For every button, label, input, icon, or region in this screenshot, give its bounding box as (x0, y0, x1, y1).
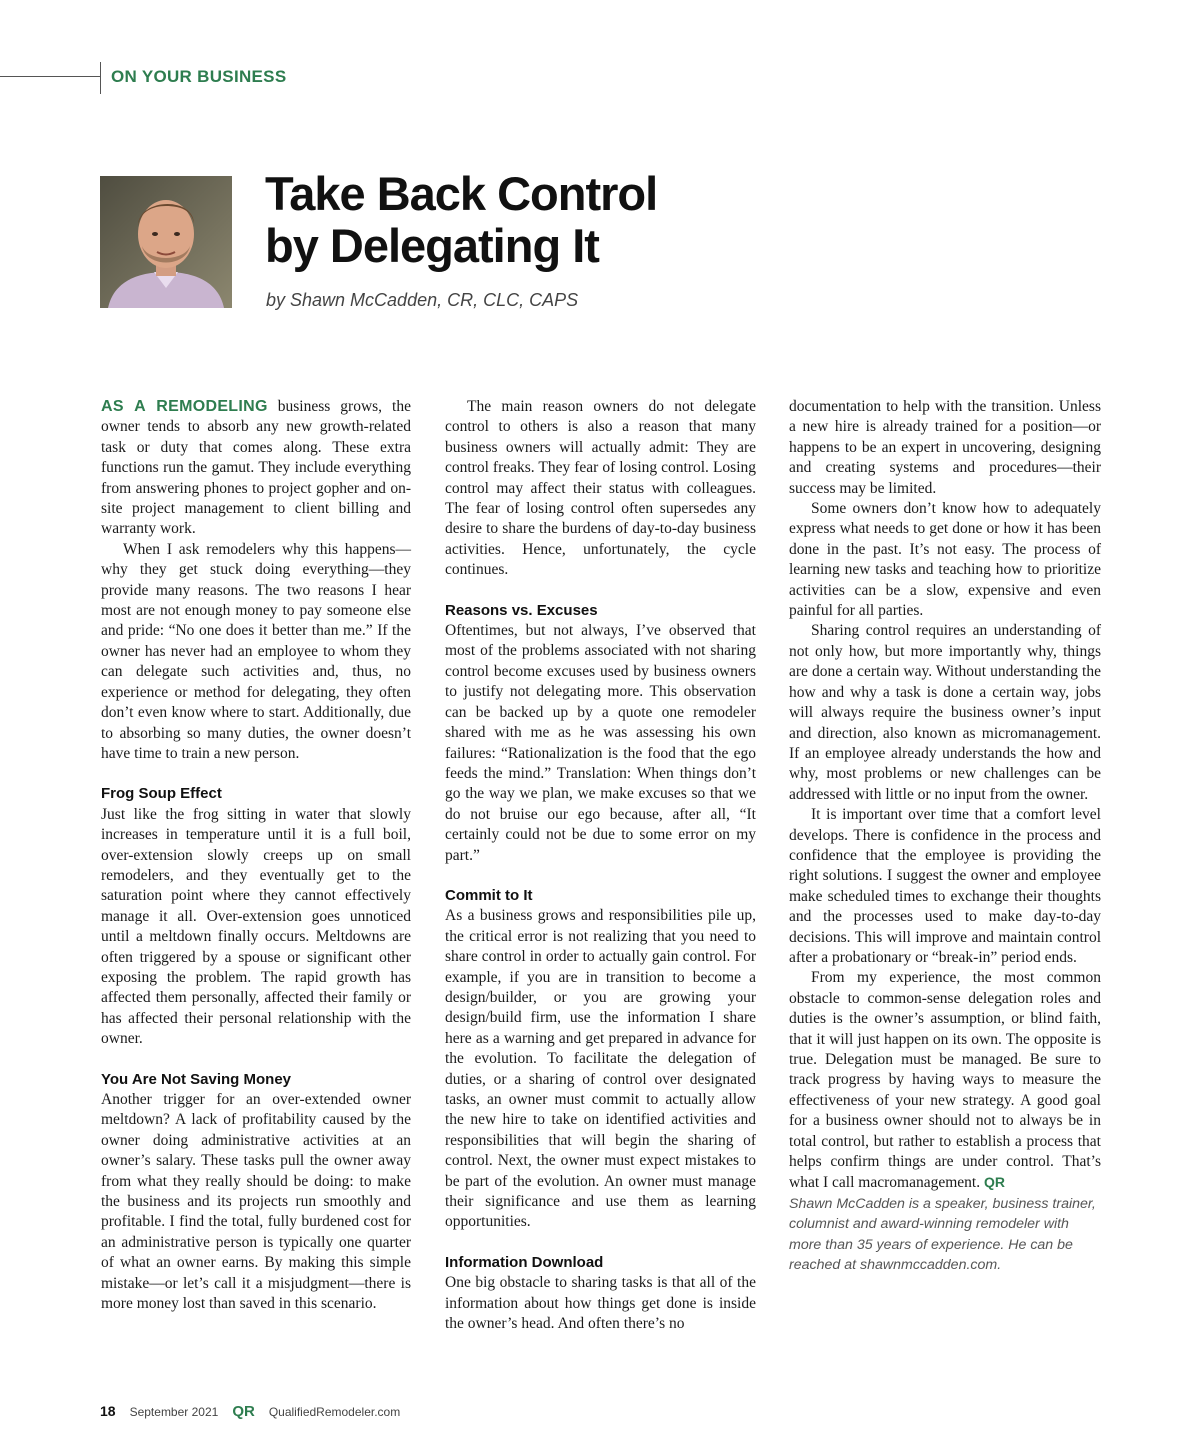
article-title (265, 168, 657, 272)
paragraph (789, 968, 1101, 1193)
article-title-line-2: by Delegating It (265, 219, 599, 272)
byline: by Shawn McCadden, CR, CLC, CAPS (266, 290, 579, 310)
subheading-not-saving-money: You Are Not Saving Money (101, 1070, 292, 1088)
paragraph: The main reason owners do not delegate control to others is also a reason that many business owners will actually admit: They are control freaks. They fear of losing control. Losing control may affect their status with colleagues. The fear of losing control often supersedes any desire to share the burdens of day-to-day business activities. Hence, unfortunately, the cycle continues. (445, 398, 756, 579)
article-title-line-1: Take Back Control (265, 167, 658, 220)
website-link[interactable]: QualifiedRemodeler.com (268, 1405, 401, 1419)
paragraph: One big obstacle to sharing tasks is that all of the information about how things get done is inside the owner’s head. And often there’s no (445, 1274, 756, 1333)
section-label: ON YOUR BUSINESS (111, 67, 287, 86)
page-footer (100, 1403, 400, 1420)
subheading-frog-soup: Frog Soup Effect (101, 785, 222, 803)
magazine-logo: QR (232, 1403, 255, 1420)
header-rule-divider (100, 62, 101, 94)
paragraph: When I ask remodelers why this happens—why they get stuck doing everything—they provide many reasons. The two reasons I hear most are not enough money to pay someone else and pride: “No one does it better than me.” If the owner has never had an employee to whom they can delegate such activities and, thus, no experience or method for delegating, they often don’t even know where to start. Additionally, due to absorbing so many duties, the owner doesn’t have time to train a new person. (101, 540, 411, 762)
end-mark-logo: QR (983, 1174, 1005, 1191)
author-photo (100, 176, 232, 308)
paragraph: As a business grows and responsibilities pile up, the critical error is not realizing that you need to share control in order to actually gain control. For example, if you are in transition to become a design/builder, or you are growing your design/build firm, use the information I share here as a warning and get prepared in advance for the evolution. To facilitate the delegation of duties, or a sharing of control over designated tasks, an owner must commit to actually allow the new hire to take on identified activities and responsibilities that will begin the sharing of control. Next, the owner must expect mistakes to be part of the evolution. An owner must manage their significance and use them as learning opportunities. (445, 907, 756, 1231)
subheading-information-download: Information Download (445, 1253, 604, 1271)
paragraph: Some owners don’t know how to adequately express what needs to get done or how it has been done in the past. It’s not easy. The process of learning new tasks and teaching how to prioritize activities can be a slow, expensive and even painful for all parties. (789, 500, 1101, 620)
paragraph: Sharing control requires an understanding of not only how, but more importantly why, things are done a certain way. Without understanding the how and why a task is done a certain way, jobs will always require the business owner’s input and direction, also known as micromanagement. If an employee already understands the how and why, most problems or new challenges can be addressed with little or no input from the owner. (789, 622, 1101, 803)
paragraph-text: business grows, the owner tends to absorb any new growth-related task or duty that comes along. These extra functions run the gamut. They include everything from answering phones to project gopher and on-site project management to client billing and warranty work. (101, 398, 411, 538)
subheading-commit-to-it: Commit to It (445, 886, 533, 904)
column-1 (101, 397, 411, 1314)
paragraph: Just like the frog sitting in water that slowly increases in temperature until it is a full boil, over-extension slowly creeps up on small remodelers, and they eventually get to the saturation point where they cannot effectively manage it all. Over-extension goes unnoticed until a meltdown finally occurs. Meltdowns are often triggered by a spouse or significant other exposing the problem. The rapid growth has affected them personally, affected their family or has affected their personal relationship with the owner. (101, 805, 411, 1048)
subheading-reasons-vs-excuses: Reasons vs. Excuses (445, 601, 598, 619)
paragraph (101, 397, 411, 540)
issue-date: September 2021 (129, 1405, 219, 1419)
paragraph-text: From my experience, the most common obstacle to common-sense delegation roles and duties is the owner’s assumption, or blind faith, that it will just happen on its own. The opposite is true. Delegation must be managed. Be sure to track progress by having ways to measure the effectiveness of your new strategy. A good goal for a business owner should not to always be in total control, but rather to establish a process that helps confirm things are under control. That’s what I call macromanagement. (789, 969, 1101, 1192)
header-rule (0, 76, 100, 77)
paragraph: documentation to help with the transition. Unless a new hire is already trained for a position—or happens to be an expert in uncovering, designing and creating systems and procedures—their success may be limited. (789, 398, 1101, 497)
column-2 (445, 397, 756, 1334)
paragraph: Oftentimes, but not always, I’ve observed that most of the problems associated with not sharing control become excuses used by business owners to justify not delegating more. This observation can be backed up by a quote one remodeler shared with me as he was assessing his own failures: “Rationalization is the food that the ego feeds the mind.” Translation: When things don’t go the way we plan, we make excuses so that we do not bruise our ego because, after all, “It certainly could not be due to some error on my part.” (445, 622, 756, 864)
paragraph: It is important over time that a comfort level develops. There is confidence in the process and confidence that the employee is providing the right solutions. I suggest the owner and employee make scheduled times to exchange their thoughts and the processes used to make day-to-day decisions. This will improve and maintain control after a probationary or “break-in” period ends. (789, 806, 1101, 966)
column-3 (789, 397, 1101, 1275)
author-bio: Shawn McCadden is a speaker, business trainer, columnist and award-winning remodeler with more than 35 years of experience. He can be reached at shawnmccadden.com. (789, 1195, 1096, 1274)
page-number: 18 (100, 1403, 116, 1419)
paragraph: Another trigger for an over-extended owner meltdown? A lack of profitability caused by the owner doing administrative activities at an owner’s salary. These tasks pull the owner away from what they really should be doing: to make the business and its projects run smoothly and profitable. I find the total, fully burdened cost for an administrative person is typically one quarter of what an owner earns. By making this simple mistake—or let’s call it a misjudgment—there is more money lost than saved in this scenario. (101, 1091, 411, 1313)
lead-in: AS A REMODELING (101, 398, 268, 415)
